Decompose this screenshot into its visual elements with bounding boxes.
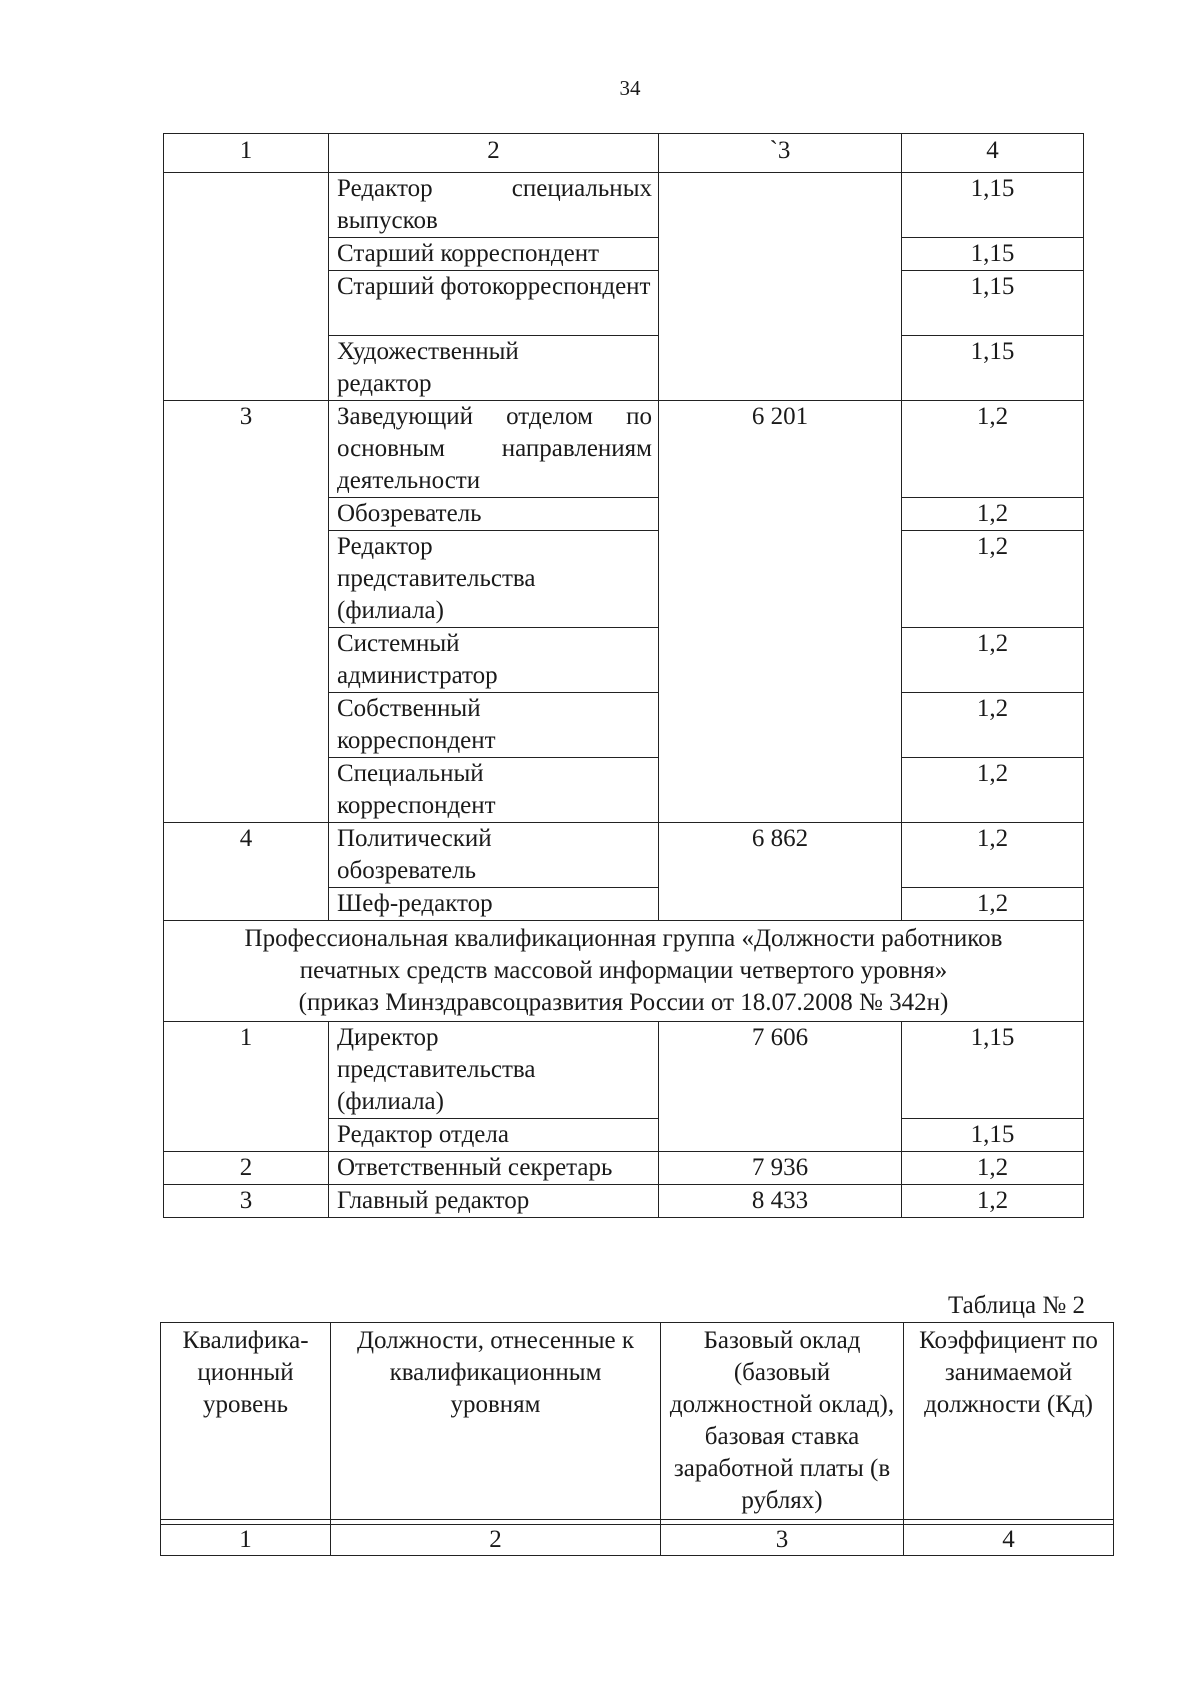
position-cell: Заведующий отделом по основным направлениям деятельности xyxy=(329,401,659,498)
position-cell: Системный администратор xyxy=(329,628,659,693)
position-cell: Редактор специальных выпусков xyxy=(329,173,659,238)
position-cell: Ответственный секретарь xyxy=(329,1152,659,1185)
table-2-header-row xyxy=(161,1323,1114,1520)
level-cell: 2 xyxy=(164,1152,329,1185)
table-row xyxy=(164,401,1084,498)
coef-cell: 1,2 xyxy=(902,498,1084,531)
table-row xyxy=(164,173,1084,238)
column-number-4: 4 xyxy=(904,1525,1114,1556)
coef-cell: 1,2 xyxy=(902,531,1084,628)
table-row xyxy=(164,1022,1084,1119)
position-cell: Главный редактор xyxy=(329,1185,659,1218)
header-salary: Базовый оклад (базовый должностной оклад), базовая ставка заработной платы (в рублях) xyxy=(661,1323,904,1520)
coef-cell: 1,2 xyxy=(902,628,1084,693)
position-cell: Директор представительства (филиала) xyxy=(329,1022,659,1119)
group-heading-line-1: Профессиональная квалификационная группа «Должности работников xyxy=(244,925,1003,952)
coef-cell: 1,15 xyxy=(902,336,1084,401)
position-cell: Обозреватель xyxy=(329,498,659,531)
position-cell: Шеф-редактор xyxy=(329,888,659,921)
position-cell: Собственный корреспондент xyxy=(329,693,659,758)
coef-cell: 1,2 xyxy=(902,401,1084,498)
coef-cell: 1,2 xyxy=(902,758,1084,823)
level-cell: 4 xyxy=(164,823,329,921)
header-positions: Должности, отнесенные к квалификационным уровням xyxy=(331,1323,661,1520)
level-cell: 1 xyxy=(164,1022,329,1152)
level-cell: 3 xyxy=(164,401,329,823)
group-heading-line-3: (приказ Минздравсоцразвития России от 18.07.2008 № 342н) xyxy=(298,989,949,1016)
table-row xyxy=(164,1152,1084,1185)
table-caption: Таблица № 2 xyxy=(947,1292,1085,1319)
salary-cell xyxy=(659,173,902,401)
header-level: Квалифика-ционный уровень xyxy=(161,1323,331,1520)
position-cell: Редактор представительства (филиала) xyxy=(329,531,659,628)
column-number-3: `3 xyxy=(659,134,902,173)
coef-cell: 1,15 xyxy=(902,173,1084,238)
table-header-row xyxy=(164,134,1084,173)
position-cell: Старший фотокорреспондент xyxy=(329,271,659,336)
salary-cell: 8 433 xyxy=(659,1185,902,1218)
position-cell: Политический обозреватель xyxy=(329,823,659,888)
header-coefficient: Коэффициент по занимаемой должности (Кд) xyxy=(904,1323,1114,1520)
salary-cell: 7 606 xyxy=(659,1022,902,1152)
group-heading xyxy=(164,921,1084,1022)
group-heading-row xyxy=(164,921,1084,1022)
coef-cell: 1,2 xyxy=(902,1152,1084,1185)
coef-cell: 1,15 xyxy=(902,238,1084,271)
table-row xyxy=(164,1185,1084,1218)
position-cell: Специальный корреспондент xyxy=(329,758,659,823)
column-number-4: 4 xyxy=(902,134,1084,173)
position-cell: Художественный редактор xyxy=(329,336,659,401)
group-heading-line-2: печатных средств массовой информации четвертого уровня» xyxy=(299,957,948,984)
salary-cell: 6 201 xyxy=(659,401,902,823)
column-number-2: 2 xyxy=(331,1525,661,1556)
level-cell: 3 xyxy=(164,1185,329,1218)
salary-cell: 7 936 xyxy=(659,1152,902,1185)
position-cell: Старший корреспондент xyxy=(329,238,659,271)
coef-cell: 1,2 xyxy=(902,823,1084,888)
position-cell: Редактор отдела xyxy=(329,1119,659,1152)
coef-cell: 1,15 xyxy=(902,1119,1084,1152)
coef-cell: 1,15 xyxy=(902,271,1084,336)
table-2-number-row xyxy=(161,1525,1114,1556)
column-number-2: 2 xyxy=(329,134,659,173)
positions-table xyxy=(163,133,1084,1218)
coef-cell: 1,2 xyxy=(902,1185,1084,1218)
coef-cell: 1,2 xyxy=(902,693,1084,758)
table-row xyxy=(164,823,1084,888)
coef-cell: 1,15 xyxy=(902,1022,1084,1119)
column-number-1: 1 xyxy=(161,1525,331,1556)
level-cell xyxy=(164,173,329,401)
table-2 xyxy=(160,1322,1114,1556)
coef-cell: 1,2 xyxy=(902,888,1084,921)
page-number: 34 xyxy=(619,76,641,100)
column-number-1: 1 xyxy=(164,134,329,173)
salary-cell: 6 862 xyxy=(659,823,902,921)
column-number-3: 3 xyxy=(661,1525,904,1556)
